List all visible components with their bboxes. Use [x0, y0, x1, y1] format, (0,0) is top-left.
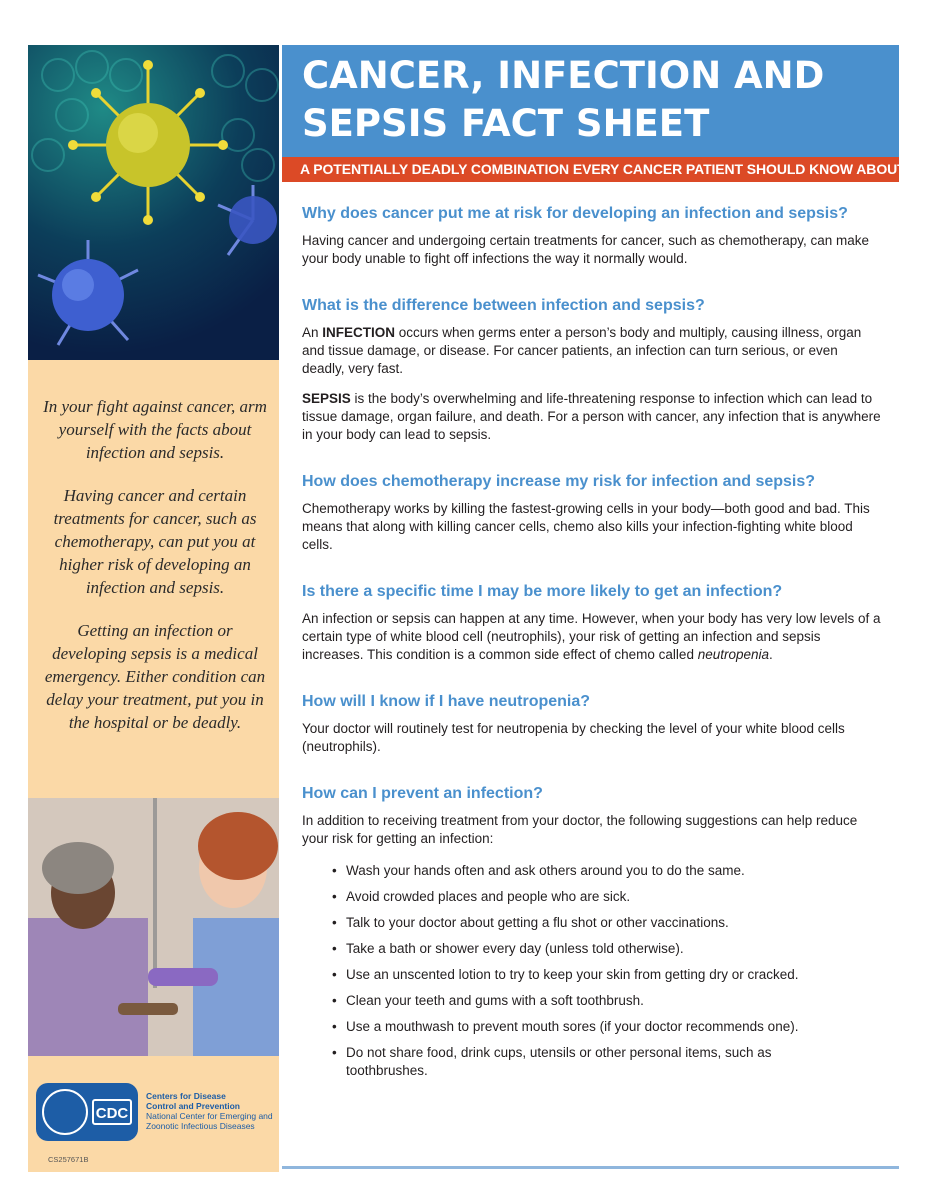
section-cancer-risk: [302, 204, 882, 268]
sidebar-quote-3: Getting an infection or developing sepsis is a medical emergency. Either condition can delay your treatment, put you in the hospital or be deadly.: [44, 621, 266, 732]
sepsis-term: SEPSIS: [302, 391, 351, 406]
infection-paragraph: [302, 324, 882, 378]
org-name-line2: Control and Prevention: [146, 1101, 240, 1111]
cdc-logo: [36, 1083, 138, 1141]
section-heading: How will I know if I have neutropenia?: [302, 693, 591, 710]
column-divider: [279, 45, 282, 1172]
section-heading: Is there a specific time I may be more likely to get an infection?: [302, 583, 783, 600]
section-heading: How does chemotherapy increase my risk for infection and sepsis?: [302, 473, 816, 490]
infection-prefix: An: [302, 325, 323, 340]
list-item: • Wash your hands often and ask others around you to do the same.: [332, 862, 816, 880]
list-item: • Do not share food, drink cups, utensils or other personal items, such as toothbrushes.: [332, 1044, 816, 1080]
section-body: Your doctor will routinely test for neutropenia by checking the level of your white blood cells (neutrophils).: [302, 721, 845, 754]
cdc-logo-text: CDC: [92, 1099, 132, 1125]
body-main: An infection or sepsis can happen at any time. However, when your body has very low levels of a certain type of white blood cell (neutrophils), your risk of getting an infection and sepsis increases. This condition is a common side effect of chemo called: [302, 611, 881, 662]
section-specific-time: [302, 582, 882, 664]
center-line1: National Center for Emerging and: [146, 1111, 273, 1121]
list-item: • Avoid crowded places and people who are sick.: [332, 888, 816, 906]
patient-nurse-photo: [28, 798, 279, 1056]
main-content: [302, 204, 882, 1108]
body-end: .: [769, 647, 773, 662]
section-body: Having cancer and undergoing certain treatments for cancer, such as chemotherapy, can make your body unable to fight off infections the way it normally would.: [302, 233, 870, 266]
photo-graphic: [28, 798, 279, 1056]
sepsis-paragraph: [302, 390, 882, 444]
title-banner: [282, 45, 899, 157]
section-heading: What is the difference between infection and sepsis?: [302, 297, 705, 314]
infection-term: INFECTION: [322, 325, 396, 340]
section-chemotherapy: [302, 472, 882, 554]
sepsis-text: is the body’s overwhelming and life-threatening response to infection which can lead to tissue damage, organ failure, and death. For a person with cancer, any infection that is anywhere in your body can lead to sepsis.: [302, 391, 881, 442]
hhs-eagle-icon: [42, 1089, 88, 1135]
section-body: Chemotherapy works by killing the fastest-growing cells in your body—both good and bad. This means that along with killing cancer cells, chemo also kills your infection-fighting white blood cells.: [302, 501, 870, 552]
infection-text: occurs when germs enter a person’s body and multiply, causing illness, organ and tissue damage, or disease. For cancer patients, an infection can turn serious, or even deadly, very fast.: [302, 325, 862, 376]
neutropenia-term: neutropenia: [697, 647, 770, 662]
virus-illustration: [28, 45, 279, 360]
subtitle-banner: [282, 157, 906, 182]
sidebar-quote: [40, 395, 270, 754]
sidebar: [28, 45, 279, 1172]
section-heading: How can I prevent an infection?: [302, 785, 543, 802]
virus-graphic: [28, 45, 279, 360]
prevention-tips-list: [302, 862, 882, 1080]
sidebar-quote-2: Having cancer and certain treatments for cancer, such as chemotherapy, can put you at higher risk of developing an infection and sepsis.: [53, 486, 257, 597]
page-subtitle: A POTENTIALLY DEADLY COMBINATION EVERY CANCER PATIENT SHOULD KNOW ABOUT: [300, 161, 906, 177]
sidebar-quote-1: In your fight against cancer, arm yourself with the facts about infection and sepsis.: [43, 397, 267, 462]
section-prevention: [302, 784, 882, 1080]
list-item: • Take a bath or shower every day (unless told otherwise).: [332, 940, 816, 958]
list-item: • Use an unscented lotion to try to keep your skin from getting dry or cracked.: [332, 966, 816, 984]
list-item: • Talk to your doctor about getting a flu shot or other vaccinations.: [332, 914, 816, 932]
section-infection-vs-sepsis: [302, 296, 882, 444]
center-line2: Zoonotic Infectious Diseases: [146, 1121, 255, 1131]
section-body: [302, 610, 882, 664]
section-body: In addition to receiving treatment from your doctor, the following suggestions can help reduce your risk for getting an infection:: [302, 813, 858, 846]
bottom-divider: [282, 1166, 899, 1169]
section-heading: Why does cancer put me at risk for developing an infection and sepsis?: [302, 205, 848, 222]
publication-code: CS257671B: [48, 1155, 89, 1164]
list-item: • Clean your teeth and gums with a soft toothbrush.: [332, 992, 816, 1010]
cdc-org-name: [146, 1091, 276, 1131]
org-name-line1: Centers for Disease: [146, 1091, 226, 1101]
list-item: • Use a mouthwash to prevent mouth sores (if your doctor recommends one).: [332, 1018, 816, 1036]
section-neutropenia: [302, 692, 882, 756]
page-title: CANCER, INFECTION AND SEPSIS FACT SHEET: [302, 54, 825, 145]
